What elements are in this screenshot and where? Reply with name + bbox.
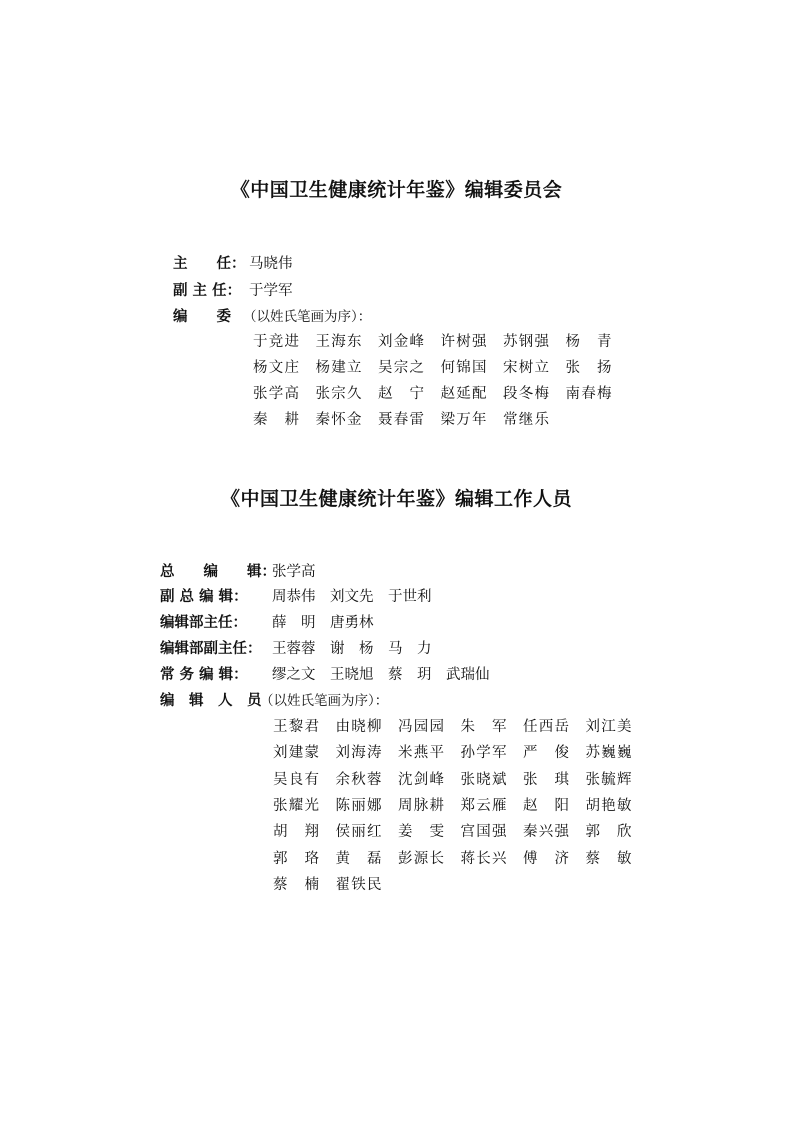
name-cell: 张毓辉: [585, 771, 632, 788]
name-cell: 侯丽红: [335, 824, 382, 841]
deputy-chief-label: 副 总 编 辑：: [160, 589, 248, 605]
name-cell: 王海东: [315, 334, 362, 350]
deputy-chief-names: 周恭伟 刘文先 于世利: [272, 589, 432, 605]
name-cell: 姜 雯: [398, 824, 444, 841]
name-cell: 杨文庄: [253, 360, 299, 376]
name-cell: 吴宗之: [378, 360, 424, 376]
name-cell: 翟铁民: [335, 876, 382, 893]
name-cell: 张晓斌: [460, 771, 507, 788]
name-cell: 郭 珞: [273, 850, 319, 867]
members-label: 编 委: [173, 309, 231, 325]
name-cell: 苏钢强: [503, 334, 549, 350]
name-cell: 张宗久: [315, 386, 362, 402]
name-cell: 彭源长: [398, 850, 444, 867]
name-cell: 余秋蓉: [335, 771, 382, 788]
exec-editor-names: 缪之文 王晓旭 蔡 玥 武瑞仙: [272, 667, 490, 683]
name-cell: 许树强: [440, 334, 487, 350]
name-cell: 刘江美: [585, 719, 632, 735]
chief-editor-name: 张学高: [272, 564, 316, 580]
name-cell: 蔡 楠: [273, 876, 319, 893]
dept-deputy-names: 王蓉蓉 谢 杨 马 力: [272, 641, 432, 657]
members-note: （以姓氏笔画为序）：: [243, 309, 372, 325]
name-cell: 于竞进: [253, 334, 299, 350]
name-cell: 赵 宁: [378, 386, 424, 402]
dept-head-names: 薛 明 唐勇林: [272, 615, 374, 631]
name-cell: 郭 欣: [585, 824, 632, 841]
name-cell: 苏巍巍: [585, 745, 632, 762]
name-cell: 任西岳: [523, 719, 569, 735]
director-label: 主 任：: [173, 256, 246, 272]
chief-editor-label: 总 编 辑：: [160, 564, 276, 580]
name-cell: 由晓柳: [335, 719, 382, 735]
deputy-director-name: 于学军: [249, 283, 293, 299]
name-cell: 杨建立: [315, 360, 362, 376]
name-cell: 赵延配: [440, 386, 487, 402]
name-cell: 孙学军: [460, 745, 507, 762]
name-cell: 常继乐: [503, 412, 549, 428]
name-cell: 梁万年: [440, 412, 487, 428]
exec-editor-label: 常 务 编 辑：: [160, 667, 248, 683]
name-cell: 王黎君: [273, 719, 319, 735]
name-cell: 周脉耕: [398, 797, 444, 814]
name-cell: 蔡 敏: [585, 850, 632, 867]
name-cell: 郑云雁: [460, 797, 507, 814]
name-cell: 胡 翔: [273, 824, 319, 841]
name-cell: 秦怀金: [315, 412, 362, 428]
name-cell: 段冬梅: [503, 386, 549, 402]
name-cell: 米燕平: [398, 745, 444, 762]
name-cell: 张 扬: [565, 360, 612, 376]
name-cell: 胡艳敏: [585, 797, 632, 814]
name-cell: 冯园园: [398, 719, 444, 735]
dept-head-label: 编辑部主任：: [160, 615, 247, 631]
name-cell: 刘海涛: [335, 745, 382, 762]
name-cell: 严 俊: [523, 745, 569, 762]
dept-deputy-label: 编辑部副主任：: [160, 641, 262, 657]
name-cell: 宫国强: [460, 824, 507, 841]
name-cell: 吴良有: [273, 771, 319, 788]
name-cell: 蒋长兴: [460, 850, 507, 867]
name-cell: 张学高: [253, 386, 299, 402]
name-cell: 张耀光: [273, 797, 319, 814]
name-cell: 朱 军: [460, 719, 507, 735]
name-cell: 陈丽娜: [335, 797, 382, 814]
deputy-director-label: 副 主 任：: [173, 283, 242, 299]
name-cell: 傅 济: [523, 850, 569, 867]
name-cell: 聂春雷: [378, 412, 424, 428]
name-cell: 杨 青: [565, 334, 612, 350]
name-cell: 张 琪: [523, 771, 569, 788]
name-cell: 沈剑峰: [398, 771, 444, 788]
name-cell: 秦 耕: [253, 412, 299, 428]
editors-note: （以姓氏笔画为序）：: [260, 693, 389, 709]
director-name: 马晓伟: [249, 256, 293, 272]
committee-title: 《中国卫生健康统计年鉴》编辑委员会: [230, 179, 563, 201]
staff-title: 《中国卫生健康统计年鉴》编辑工作人员: [220, 488, 572, 510]
name-cell: 刘建蒙: [273, 745, 319, 762]
name-cell: 赵 阳: [523, 797, 569, 814]
name-cell: 南春梅: [565, 386, 612, 402]
name-cell: 何锦国: [440, 360, 487, 376]
name-cell: 黄 磊: [335, 850, 382, 867]
name-cell: 宋树立: [503, 360, 549, 376]
name-cell: 秦兴强: [523, 824, 569, 841]
editors-label: 编 辑 人 员: [160, 693, 262, 709]
name-cell: 刘金峰: [378, 334, 424, 350]
